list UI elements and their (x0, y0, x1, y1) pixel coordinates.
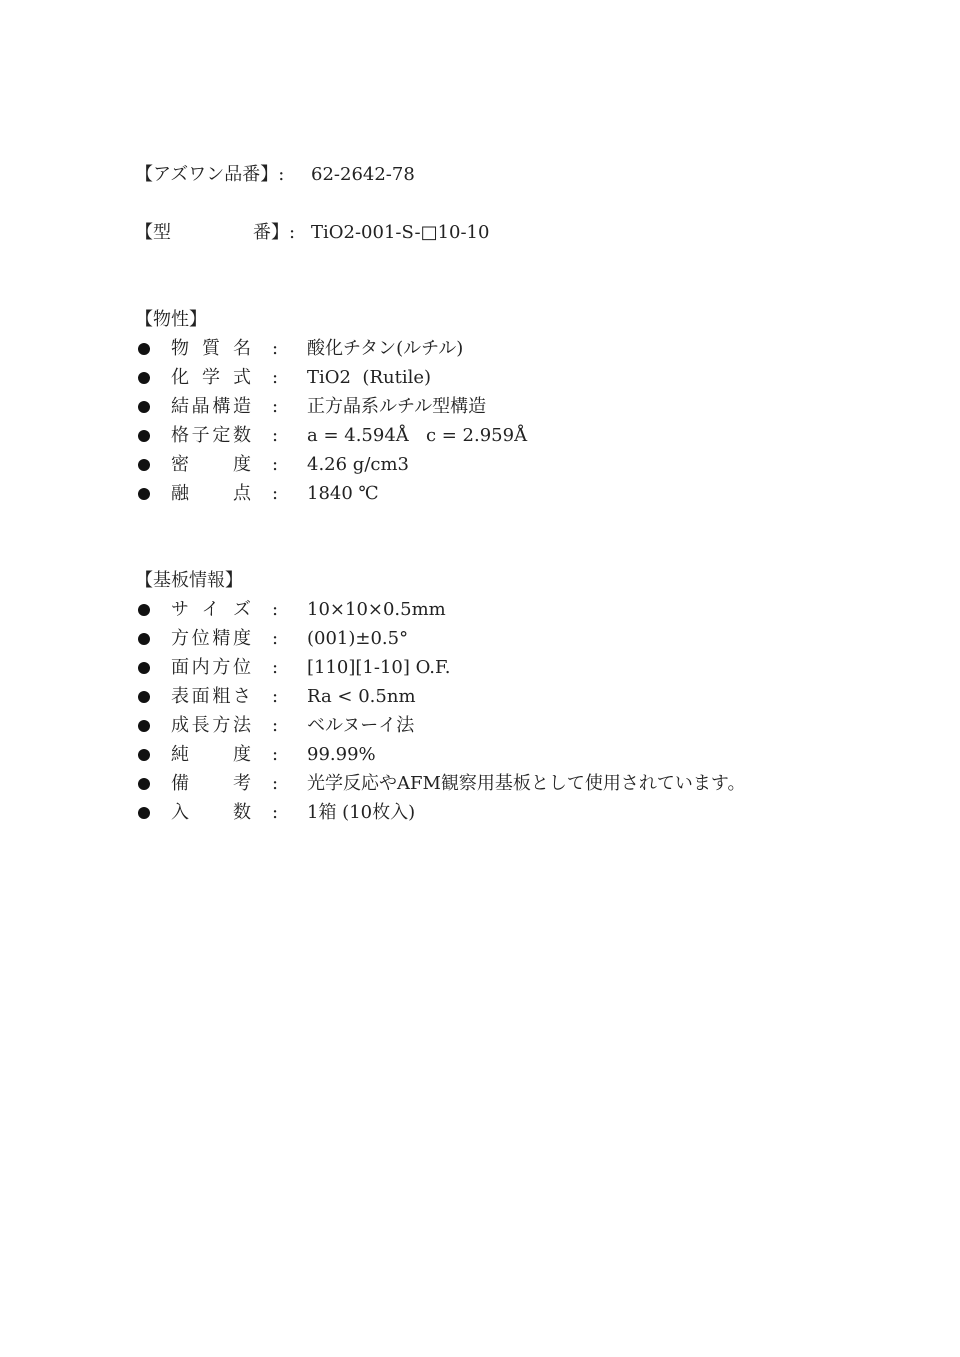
bullet-icon (138, 691, 150, 703)
substrate-label: 成長方法 (171, 715, 251, 736)
property-colon: : (272, 367, 279, 388)
substrate-label: 入数 (171, 802, 251, 823)
property-label: 化学式 (171, 367, 251, 388)
substrate-colon: : (272, 802, 279, 823)
substrate-colon: : (272, 599, 279, 620)
property-colon: : (272, 425, 279, 446)
substrate-value: 10×10×0.5mm (307, 599, 446, 620)
substrate-info-title: 【基板情報】 (135, 570, 243, 591)
physical-properties-title: 【物性】 (135, 309, 207, 330)
substrate-label: 純度 (171, 744, 251, 765)
bullet-icon (138, 430, 150, 442)
substrate-colon: : (272, 773, 279, 794)
property-label: 格子定数 (171, 425, 251, 446)
bullet-icon (138, 720, 150, 732)
bullet-icon (138, 488, 150, 500)
substrate-value: 1箱 (10枚入) (307, 802, 416, 823)
bullet-icon (138, 778, 150, 790)
property-value: 4.26 g/cm3 (307, 454, 409, 475)
substrate-colon: : (272, 657, 279, 678)
property-label: 融点 (171, 483, 251, 504)
bullet-icon (138, 662, 150, 674)
substrate-colon: : (272, 715, 279, 736)
property-value: 酸化チタン(ルチル) (307, 338, 464, 359)
substrate-label: サイズ (171, 599, 251, 620)
bullet-icon (138, 343, 150, 355)
property-label: 密度 (171, 454, 251, 475)
property-colon: : (272, 338, 279, 359)
bullet-icon (138, 604, 150, 616)
property-label: 結晶構造 (171, 396, 251, 417)
substrate-colon: : (272, 628, 279, 649)
substrate-colon: : (272, 744, 279, 765)
property-colon: : (272, 396, 279, 417)
bullet-icon (138, 807, 150, 819)
model-label-open: 【型 (135, 222, 171, 243)
property-value: a = 4.594Å c = 2.959Å (307, 425, 528, 446)
bullet-icon (138, 459, 150, 471)
substrate-value: Ra < 0.5nm (307, 686, 416, 707)
bullet-icon (138, 372, 150, 384)
bullet-icon (138, 633, 150, 645)
substrate-value: 99.99% (307, 744, 376, 765)
substrate-value: 光学反応やAFM観察用基板として使用されています。 (307, 773, 746, 794)
substrate-value: [110][1-10] O.F. (307, 657, 451, 678)
substrate-value: (001)±0.5° (307, 628, 409, 649)
property-label: 物質名 (171, 338, 251, 359)
substrate-label: 備考 (171, 773, 251, 794)
bullet-icon (138, 401, 150, 413)
bullet-icon (138, 749, 150, 761)
property-colon: : (272, 454, 279, 475)
model-label-close: 番】: (253, 222, 296, 243)
property-colon: : (272, 483, 279, 504)
substrate-label: 表面粗さ (171, 686, 251, 707)
property-value: 正方晶系ルチル型構造 (307, 396, 487, 417)
azone-number-label: 【アズワン品番】: (135, 164, 285, 185)
substrate-label: 方位精度 (171, 628, 251, 649)
substrate-label: 面内方位 (171, 657, 251, 678)
azone-number-value: 62-2642-78 (311, 164, 415, 185)
substrate-value: ベルヌーイ法 (307, 715, 415, 736)
model-number-value: TiO2-001-S-□10-10 (311, 222, 490, 243)
substrate-colon: : (272, 686, 279, 707)
property-value: 1840 ℃ (307, 483, 379, 504)
property-value: TiO2 (Rutile) (307, 367, 432, 388)
